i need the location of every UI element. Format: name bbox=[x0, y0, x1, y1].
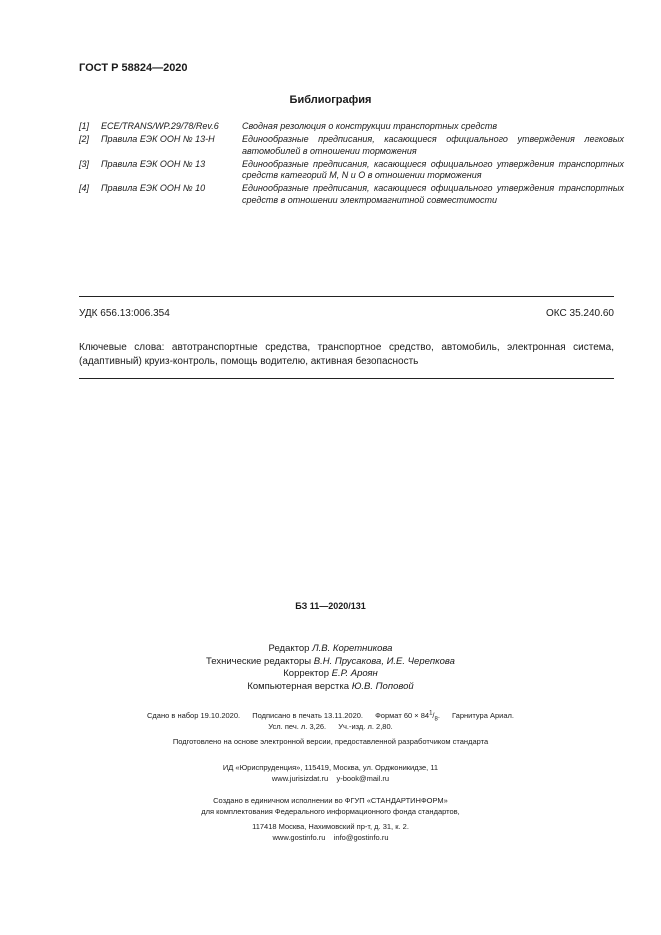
layout-name: Ю.В. Поповой bbox=[351, 680, 414, 692]
editor-name: Л.В. Коретникова bbox=[312, 643, 393, 654]
entry-source: Правила ЕЭК ООН № 13-Н bbox=[101, 134, 215, 144]
publisher-address: ИД «Юриспруденция», 115419, Москва, ул. Орджоникидзе, 11 bbox=[222, 763, 439, 772]
publisher-sheets: Уч.-изд. л. 2,80. bbox=[338, 722, 393, 731]
corrector-label: Корректор bbox=[283, 668, 329, 679]
created-note: Создано в единичном исполнении во ФГУП «СТАНДАРТИНФОРМ» bbox=[213, 796, 448, 805]
publisher-contacts: www.jurisizdat.ru y-book@mail.ru bbox=[271, 774, 390, 783]
tech-editors-line bbox=[0, 656, 661, 669]
font-family-note: Гарнитура Ариал. bbox=[452, 710, 514, 720]
bottom-divider bbox=[79, 378, 614, 379]
print-sheets: Усл. печ. л. 3,26. bbox=[268, 722, 327, 731]
sheets-row bbox=[0, 722, 661, 731]
bibliography-title: Библиография bbox=[289, 94, 372, 106]
entry-description: Сводная резолюция о конструкции транспортных средств bbox=[242, 121, 498, 131]
bibliography-entry bbox=[79, 134, 624, 157]
created-purpose: для комплектования Федерального информационного фонда стандартов, bbox=[201, 807, 460, 816]
entry-description: Единообразные предписания, касающиеся официального утверждения транспортных средств в отношении электромагнитной совместимости bbox=[242, 183, 624, 205]
credits-block bbox=[0, 643, 661, 693]
standard-number: ГОСТ Р 58824—2020 bbox=[79, 62, 188, 74]
top-divider bbox=[79, 296, 614, 297]
editor-line bbox=[0, 643, 661, 656]
tech-editors-names: В.Н. Прусакова, И.Е. Черепкова bbox=[313, 655, 455, 667]
entry-description: Единообразные предписания, касающиеся официального утверждения легковых автомобилей в отношении торможения bbox=[242, 134, 624, 156]
entry-source: Правила ЕЭК ООН № 13 bbox=[101, 158, 206, 169]
entry-description: Единообразные предписания, касающиеся официального утверждения транспортных средств категорий M, N и O в отношении торможения bbox=[242, 158, 624, 180]
tech-editors-label: Технические редакторы bbox=[206, 655, 312, 667]
corrector-name: Е.Р. Ароян bbox=[331, 668, 378, 679]
entry-number: [1] bbox=[79, 121, 90, 131]
created-address: 117418 Москва, Нахимовский пр-т, д. 31, к. 2. bbox=[252, 822, 409, 831]
sent-date: Сдано в набор 19.10.2020. bbox=[147, 710, 241, 720]
bibliography-list bbox=[79, 121, 624, 208]
prepared-note: Подготовлено на основе электронной версии, предоставленной разработчиком стандарта bbox=[172, 737, 489, 746]
keywords: Ключевые слова: автотранспортные средства, транспортное средство, автомобиль, электронная система, (адаптивный) круиз-контроль, помощь водителю, активная безопасность bbox=[79, 342, 614, 367]
entry-source: Правила ЕЭК ООН № 10 bbox=[101, 183, 206, 193]
bz-number: БЗ 11—2020/131 bbox=[295, 601, 366, 611]
print-details-row bbox=[0, 710, 661, 722]
bibliography-entry bbox=[79, 159, 624, 182]
entry-source: ECE/TRANS/WP.29/78/Rev.6 bbox=[101, 121, 219, 131]
created-contacts: www.gostinfo.ru info@gostinfo.ru bbox=[272, 833, 389, 842]
bibliography-entry bbox=[79, 183, 624, 206]
entry-number: [2] bbox=[79, 134, 90, 144]
layout-line bbox=[0, 681, 661, 694]
editor-label: Редактор bbox=[268, 643, 310, 654]
bibliography-entry bbox=[79, 121, 624, 133]
entry-number: [3] bbox=[79, 158, 90, 169]
layout-label: Компьютерная верстка bbox=[247, 680, 350, 692]
signed-date: Подписано в печать 13.11.2020. bbox=[252, 710, 364, 720]
oks-code: ОКС 35.240.60 bbox=[546, 308, 614, 319]
paper-format: Формат $60 \times 84^1/_8$. bbox=[375, 710, 440, 722]
udk-code: УДК 656.13:006.354 bbox=[79, 308, 170, 319]
corrector-line bbox=[0, 668, 661, 681]
entry-number: [4] bbox=[79, 183, 90, 193]
